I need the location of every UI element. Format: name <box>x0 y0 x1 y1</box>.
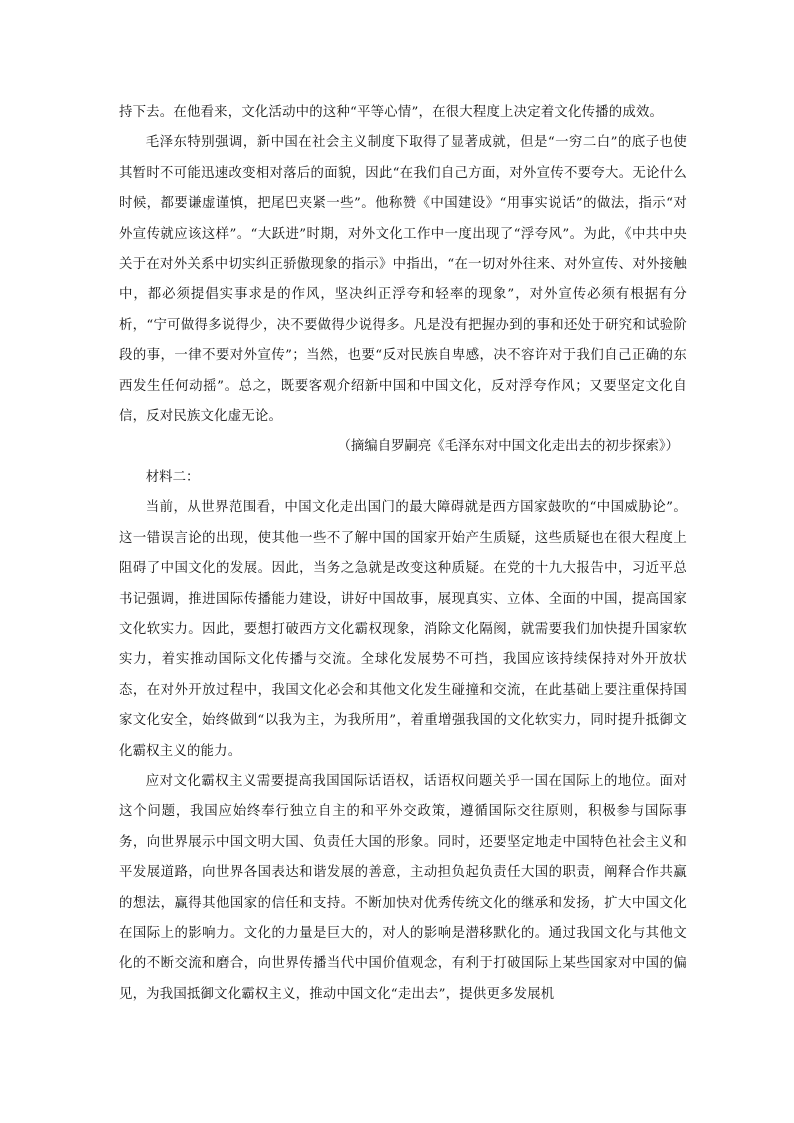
paragraph-mao-modesty: 毛泽东特别强调，新中国在社会主义制度下取得了显著成就，但是“一穷二白”的底子也使其暂时不可能迅速改变相对落后的面貌，因此“在我们自己方面，对外宣传不要夸大。无论什么时候，都要谦虚谨慎，把尾巴夹紧一些”。他称赞《中国建设》“用事实说话”的做法，指示“对外宣传就应该这样”。“大跃进”时期，对外文化工作中一度出现了“浮夸风”。为此，《中共中央关于在对外关系中切实纠正骄傲现象的指示》中指出，“在一切对外往来、对外宣传、对外接触中，都必须提倡实事求是的作风，坚决纠正浮夸和轻率的现象”，对外宣传必须有根据有分析，“宁可做得多说得少，决不要做得少说得多。凡是没有把握办到的事和还处于研究和试验阶段的事，一律不要对外宣传”；当然，也要“反对民族自卑感，决不容许对于我们自己正确的东西发生任何动摇”。总之，既要客观介绍新中国和中国文化，反对浮夸作风；又要坚定文化自信，反对民族文化虚无论。 <box>119 135 687 425</box>
paragraph-continuation: 持下去。在他看来，文化活动中的这种“平等心情”，在很大程度上决定着文化传播的成效。 <box>119 105 664 120</box>
document-page <box>119 98 687 1010</box>
material-two-label: 材料二： <box>145 469 200 485</box>
paragraph-china-threat: 当前，从世界范围看，中国文化走出国门的最大障碍就是西方国家鼓吹的“中国威胁论”。这一错误言论的出现，使其他一些不了解中国的国家开始产生质疑，这些质疑也在很大程度上阻碍了中国文化的发展。因此，当务之急就是改变这种质疑。在党的十九大报告中，习近平总书记强调，推进国际传播能力建设，讲好中国故事，展现真实、立体、全面的中国，提高国家文化软实力。因此，要想打破西方文化霸权现象，消除文化隔阂，就需要我们加快提升国家软实力，着实推动国际文化传播与交流。全球化发展势不可挡，我国应该持续保持对外开放状态，在对外开放过程中，我国文化必会和其他文化发生碰撞和交流，在此基础上要注重保持国家文化安全，始终做到“以我为主，为我所用”，着重增强我国的文化软实力，同时提升抵御文化霸权主义的能力。 <box>119 500 687 759</box>
paragraph-discourse-power: 应对文化霸权主义需要提高我国国际话语权，话语权问题关乎一国在国际上的地位。面对这个问题，我国应始终奉行独立自主的和平外交政策，遵循国际交往原则，积极参与国际事务，向世界展示中国文明大国、负责任大国的形象。同时，还要坚定地走中国特色社会主义和平发展道路，向世界各国表达和谐发展的善意，主动担负起负责任大国的职责，阐释合作共赢的想法，赢得其他国家的信任和支持。不断加快对优秀传统文化的继承和发扬，扩大中国文化在国际上的影响力。文化的力量是巨大的，对人的影响是潜移默化的。通过我国文化与其他文化的不断交流和磨合，向世界传播当代中国价值观念，有利于打破国际上某些国家对中国的偏见，为我国抵御文化霸权主义，推动中国文化“走出去”，提供更多发展机 <box>119 773 687 1002</box>
source-citation: （摘编自罗嗣亮《毛泽东对中国文化走出去的初步探索》） <box>337 439 679 455</box>
